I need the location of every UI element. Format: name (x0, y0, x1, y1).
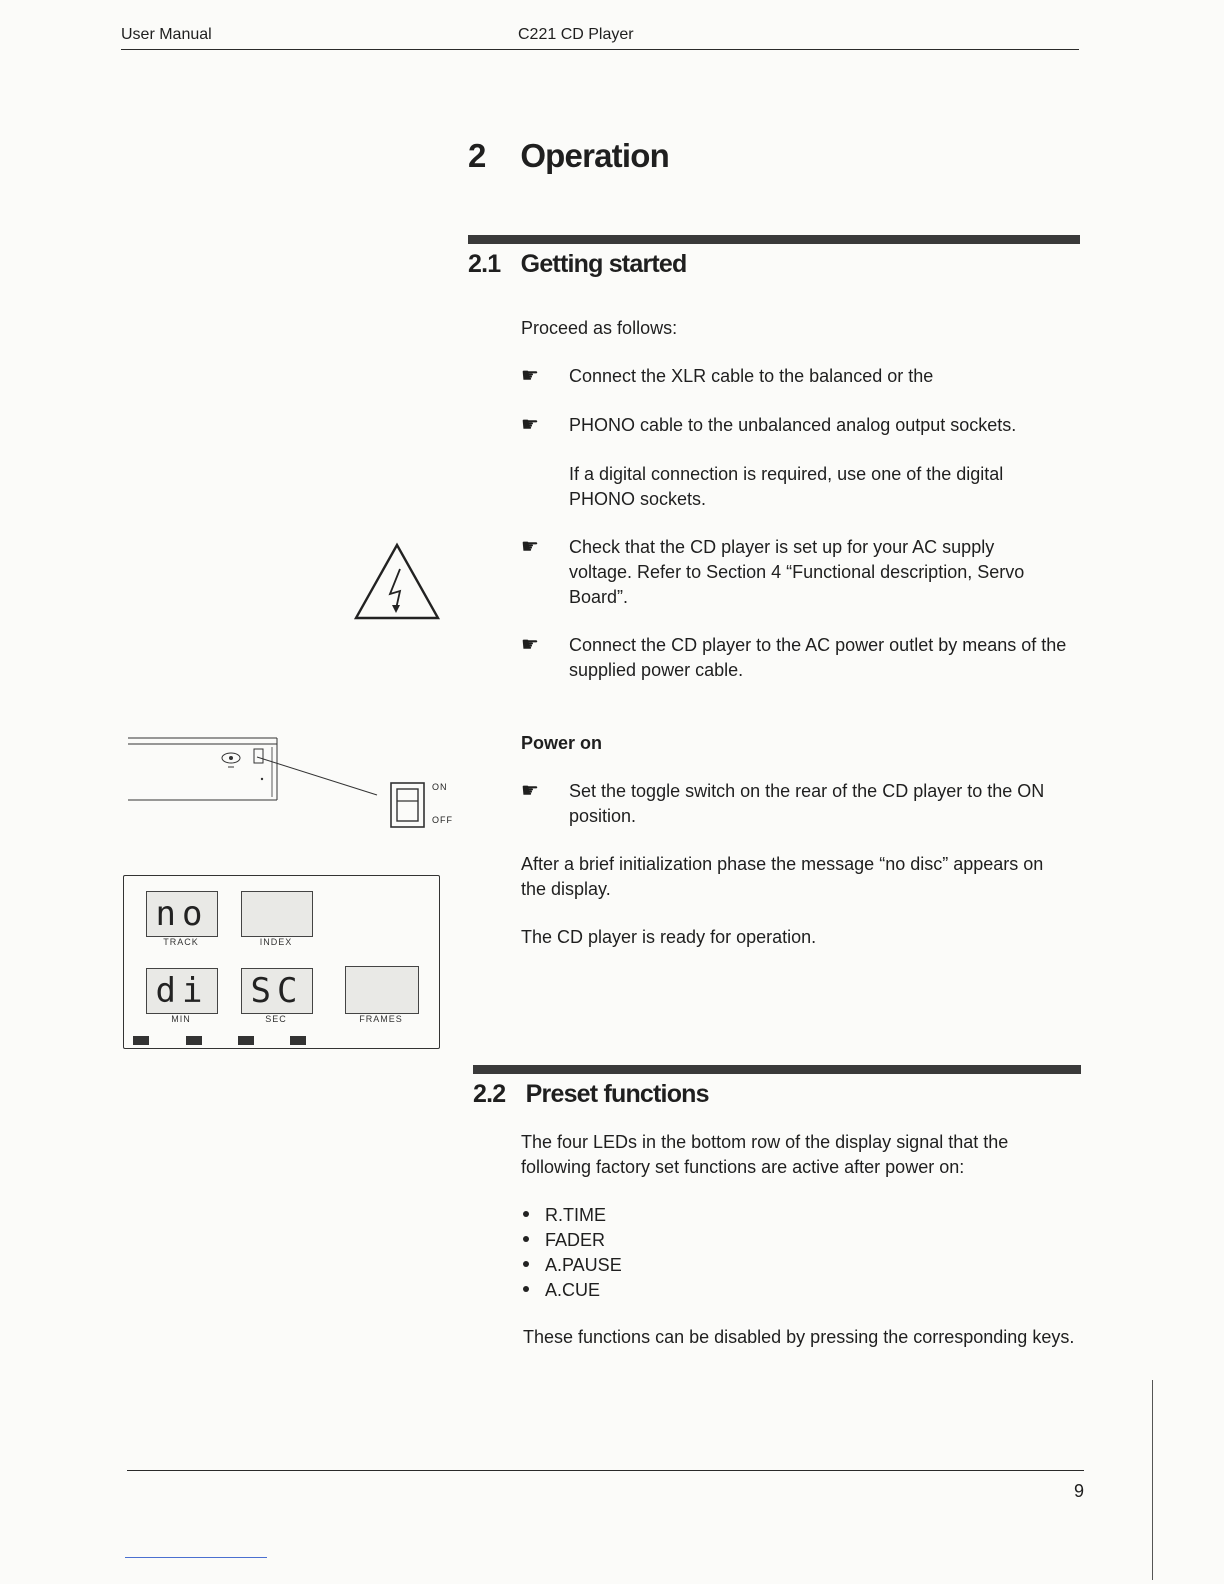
step-text: PHONO cable to the unbalanced analog output sockets. (569, 415, 1017, 435)
list-item-text: R.TIME (545, 1205, 606, 1225)
pointing-hand-icon: ☛ (521, 634, 539, 656)
preset-function-list (523, 1203, 622, 1303)
list-item (523, 1253, 622, 1278)
index-display (241, 891, 313, 937)
preset-intro: The four LEDs in the bottom row of the display signal that the following factory set functions are active after power on: (521, 1132, 1009, 1177)
pointing-hand-icon: ☛ (521, 414, 539, 436)
sec-label: SEC (265, 1014, 287, 1024)
min-display (146, 968, 218, 1014)
power-on-heading: Power on (521, 733, 603, 753)
led-indicator (290, 1036, 306, 1045)
section-title: Preset functions (525, 1080, 709, 1108)
track-display (146, 891, 218, 937)
section-number: 2.2 (473, 1080, 506, 1108)
section-number: 2.1 (468, 250, 501, 278)
led-indicator (238, 1036, 254, 1045)
section-heading (473, 1080, 709, 1109)
chapter-number: 2 (468, 137, 486, 174)
page-edge-line (1152, 1380, 1153, 1580)
step-note-text: If a digital connection is required, use one of the digital PHONO sockets. (569, 464, 1004, 509)
list-item (523, 1278, 622, 1303)
list-item (523, 1228, 622, 1253)
chapter-title-text: Operation (520, 137, 669, 174)
bullet-icon (523, 1261, 529, 1267)
pointing-hand-icon: ☛ (521, 780, 539, 802)
header-rule (121, 49, 1079, 50)
section-title: Getting started (520, 250, 687, 278)
chapter-title (468, 137, 669, 175)
switch-off-label: OFF (432, 815, 453, 825)
display-figure (123, 875, 440, 1049)
pointing-hand-icon: ☛ (521, 536, 539, 558)
pointing-hand-icon: ☛ (521, 365, 539, 387)
track-label: TRACK (163, 937, 199, 947)
index-label: INDEX (259, 937, 293, 947)
min-label: MIN (171, 1014, 191, 1024)
section-divider-bar (473, 1065, 1081, 1074)
list-item (523, 1203, 622, 1228)
step-text: Check that the CD player is set up for your AC supply voltage. Refer to Section 4 “Functional description, Servo Board”. (569, 537, 1025, 607)
bullet-icon (523, 1286, 529, 1292)
list-item-text: FADER (545, 1230, 606, 1250)
ready-text: The CD player is ready for operation. (521, 927, 817, 947)
warning-triangle-icon (352, 541, 442, 621)
list-item-text: A.CUE (545, 1280, 601, 1300)
page-number: 9 (1074, 1481, 1085, 1501)
rear-panel-figure (125, 735, 465, 835)
list-item-text: A.PAUSE (545, 1255, 622, 1275)
sec-display (241, 968, 313, 1014)
led-indicator (133, 1036, 149, 1045)
section-heading (468, 250, 686, 279)
sec-digits: SC (250, 971, 304, 1011)
step-text: Set the toggle switch on the rear of the CD player to the ON position. (569, 781, 1045, 826)
after-init-text: After a brief initialization phase the message “no disc” appears on the display. (521, 854, 1044, 899)
bullet-icon (523, 1236, 529, 1242)
step-text: Connect the CD player to the AC power outlet by means of the supplied power cable. (569, 635, 1067, 680)
header-left: User Manual (121, 26, 212, 43)
edge-mark (125, 1557, 267, 1558)
frames-label: FRAMES (359, 1014, 403, 1024)
preset-outro: These functions can be disabled by pressing the corresponding keys. (523, 1327, 1075, 1347)
min-digits: di (155, 971, 209, 1011)
track-digits: no (155, 894, 209, 934)
section-divider-bar (468, 235, 1080, 244)
footer-rule (127, 1470, 1084, 1471)
switch-on-label: ON (432, 782, 448, 792)
intro-text: Proceed as follows: (521, 318, 678, 338)
bullet-icon (523, 1211, 529, 1217)
led-indicator (186, 1036, 202, 1045)
step-text: Connect the XLR cable to the balanced or the (569, 366, 934, 386)
header-center: C221 CD Player (518, 26, 634, 43)
frames-display (345, 966, 419, 1014)
